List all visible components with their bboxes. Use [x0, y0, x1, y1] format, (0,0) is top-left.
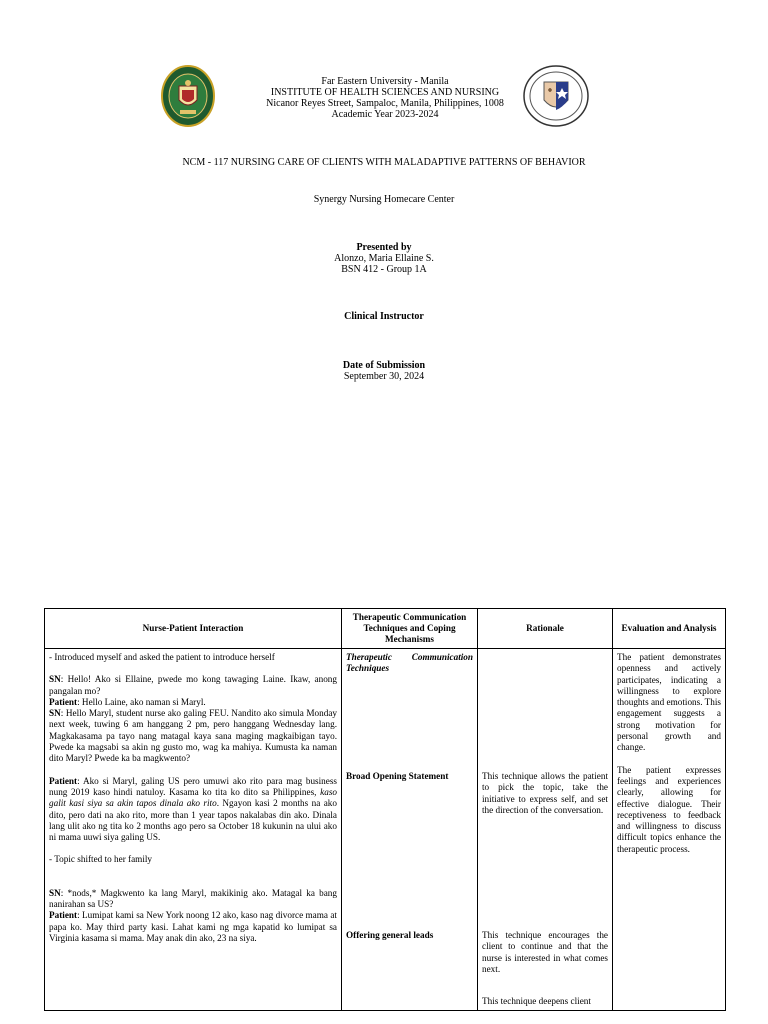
dialogue-text: : Hello Laine, ako naman si Maryl.	[77, 696, 206, 707]
intro-note: - Introduced myself and asked the patient to introduce herself	[49, 652, 275, 662]
dialogue-text: : Hello! Ako si Ellaine, pwede mo kong tawaging Laine. Ikaw, anong pangalan mo?	[49, 674, 337, 696]
dialogue-text: : Lumipat kami sa New York noong 12 ako, kaso nag divorce mama at papa ko. May third party kasi. Lahat kami ng mga kapatid ko lumipat sa Virginia kasama si mama. May anak din ako, 23 na siya.	[49, 910, 337, 943]
speaker-label: Patient	[49, 775, 78, 786]
header-interaction: Nurse-Patient Interaction	[45, 609, 342, 649]
speaker-label: SN	[49, 708, 61, 719]
techniques-heading: Therapeutic Communication Techniques	[346, 652, 473, 674]
header-techniques: Therapeutic Communication Techniques and Coping Mechanisms	[342, 609, 478, 649]
speaker-label: Patient	[49, 696, 78, 707]
dialogue-text: . Ngayon kasi 2 months na ako dito, pero dati na ako rito, more than 1 year tapos nakalabas din ako. Dinala lang ulit ako ng tita ko 2 months ago pero sa October 18 kukunin na ului ako ni mama uuwi siya galing US.	[49, 798, 337, 843]
speaker-label: SN	[49, 674, 61, 685]
patient-line-1	[49, 697, 337, 708]
nursing-seal-logo	[522, 64, 590, 128]
facility-name: Synergy Nursing Homecare Center	[313, 194, 455, 205]
dialogue-text: : Ako si Maryl, galing US pero umuwi ako rito para mag business nung 2019 kaso hindi natuloy. Kasama ko tita ko dito sa Philippines,	[49, 775, 337, 797]
rationale-broad-opening: This technique allows the patient to pick the topic, take the initiative to express self, and set the direction of the conversation.	[482, 771, 608, 815]
feu-seal-logo	[160, 64, 216, 128]
academic-year: Academic Year 2023-2024	[331, 109, 439, 120]
rationale-cell	[478, 649, 613, 1011]
presenter-name: Alonzo, Maria Ellaine S.	[334, 253, 434, 264]
submission-label: Date of Submission	[342, 360, 426, 371]
rationale-next: This technique deepens client	[482, 996, 591, 1006]
table-row	[45, 649, 726, 1011]
clinical-instructor-label: Clinical Instructor	[344, 311, 424, 322]
address: Nicanor Reyes Street, Sampaloc, Manila, Philippines, 1008	[266, 98, 504, 109]
patient-line-2	[49, 776, 337, 844]
dialogue-text: : Hello Maryl, student nurse ako galing FEU. Nandito ako simula Monday next week, tuwing 6 am hanggang 2 pm, pero hanggang Wednesday lang. Magkakasama pa tayo nang matagal kaya sana maging magkaibigan tayo. Pwede ka magsabi sa akin ng gusto mo, wag ka mahiya. Kumusta ka naman dito Maryl? Pwede ka ba magkwento?	[49, 708, 337, 764]
evaluation-1: The patient demonstrates openness and actively participates, indicating a willingness to explore thoughts and emotions. This engagement suggests a strong motivation for personal growth and change.	[617, 652, 721, 753]
evaluation-2: The patient expresses feelings and experiences clearly, allowing for effective dialogue. Their receptiveness to feedback and willingness to discuss difficult topics enhance the therapeutic process.	[617, 764, 721, 854]
header-evaluation: Evaluation and Analysis	[613, 609, 726, 649]
sn-line-3	[49, 888, 337, 911]
presented-by-label: Presented by	[356, 242, 412, 253]
presenter-section: BSN 412 - Group 1A	[341, 264, 427, 275]
technique-general-leads: Offering general leads	[346, 930, 434, 940]
topic-note: - Topic shifted to her family	[49, 854, 153, 865]
interaction-cell	[45, 649, 342, 1011]
speaker-label: SN	[49, 887, 61, 898]
rationale-general-leads: This technique encourages the client to continue and that the nurse is interested in what comes next.	[482, 930, 608, 974]
patient-line-3	[49, 910, 337, 944]
evaluation-cell	[613, 649, 726, 1011]
sn-line-2	[49, 708, 337, 764]
dialogue-italic: kaso galit kasi siya sa akin tapos dinala ako rito	[49, 786, 337, 809]
technique-broad-opening: Broad Opening Statement	[346, 771, 449, 781]
submission-date: September 30, 2024	[343, 371, 425, 382]
university-name: Far Eastern University - Manila	[321, 76, 449, 87]
sn-line-1	[49, 674, 337, 697]
table-header-row	[45, 609, 726, 649]
course-title: NCM - 117 NURSING CARE OF CLIENTS WITH MALADAPTIVE PATTERNS OF BEHAVIOR	[182, 157, 586, 168]
institution-header	[230, 76, 540, 120]
institute-name: INSTITUTE OF HEALTH SCIENCES AND NURSING	[270, 87, 500, 98]
dialogue-text: : *nods,* Magkwento ka lang Maryl, makikinig ako. Matagal ka bang nanirahan sa US?	[49, 887, 337, 910]
techniques-cell	[342, 649, 478, 1011]
process-recording-table	[44, 608, 726, 1011]
header-rationale: Rationale	[478, 609, 613, 649]
speaker-label: Patient	[49, 910, 78, 921]
